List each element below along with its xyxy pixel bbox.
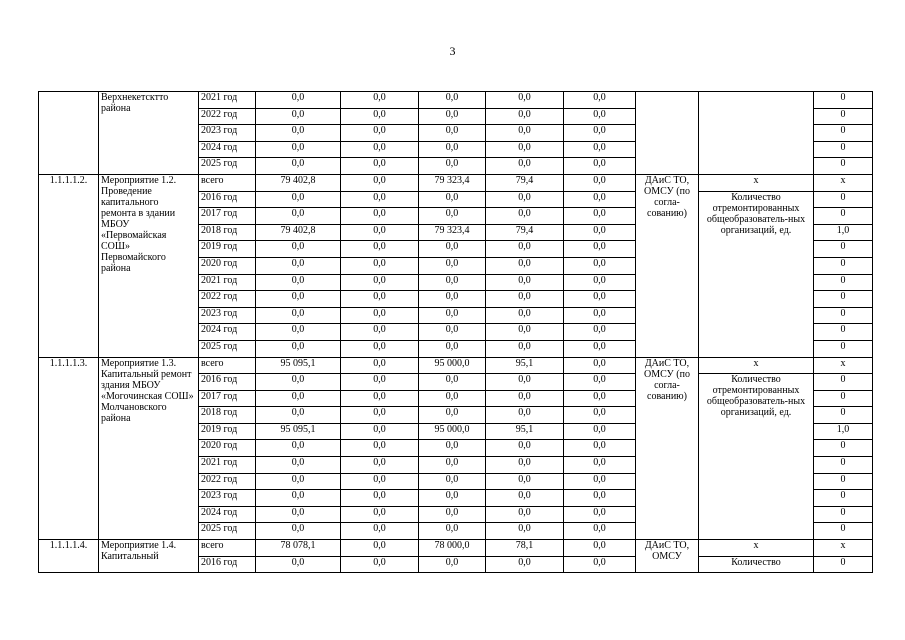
funding-value: 0,0 xyxy=(486,324,564,341)
indicator-value: 0 xyxy=(814,141,873,158)
table-row xyxy=(39,174,873,191)
funding-value: 0,0 xyxy=(564,440,636,457)
year-label: всего xyxy=(199,174,256,191)
funding-value: 0,0 xyxy=(564,208,636,225)
funding-value: 0,0 xyxy=(486,92,564,109)
funding-value: 0,0 xyxy=(256,125,341,142)
funding-value: 0,0 xyxy=(486,556,564,573)
funding-value: 0,0 xyxy=(256,274,341,291)
funding-value: 0,0 xyxy=(564,191,636,208)
funding-value: 0,0 xyxy=(564,92,636,109)
funding-value: 0,0 xyxy=(341,440,419,457)
funding-value: 78 000,0 xyxy=(419,540,486,557)
funding-value: 0,0 xyxy=(341,340,419,357)
funding-value: 79 323,4 xyxy=(419,174,486,191)
year-label: 2019 год xyxy=(199,241,256,258)
indicator-total: х xyxy=(699,540,814,557)
funding-value: 0,0 xyxy=(564,174,636,191)
funding-value: 0,0 xyxy=(256,473,341,490)
funding-value: 0,0 xyxy=(256,108,341,125)
funding-value: 95,1 xyxy=(486,423,564,440)
page-number: 3 xyxy=(449,44,456,58)
year-label: 2016 год xyxy=(199,556,256,573)
year-label: 2017 год xyxy=(199,208,256,225)
funding-value: 0,0 xyxy=(564,241,636,258)
funding-value: 0,0 xyxy=(419,324,486,341)
activity-name: Мероприятие 1.4. Капитальный xyxy=(99,540,199,573)
funding-value: 0,0 xyxy=(564,457,636,474)
year-label: 2020 год xyxy=(199,257,256,274)
funding-value: 0,0 xyxy=(564,291,636,308)
funding-value: 0,0 xyxy=(486,191,564,208)
funding-value: 0,0 xyxy=(256,324,341,341)
funding-value: 79 402,8 xyxy=(256,174,341,191)
year-label: 2025 год xyxy=(199,158,256,175)
funding-value: 0,0 xyxy=(486,374,564,391)
funding-value: 0,0 xyxy=(341,506,419,523)
funding-value: 0,0 xyxy=(564,125,636,142)
funding-value: 0,0 xyxy=(341,473,419,490)
funding-value: 0,0 xyxy=(256,307,341,324)
year-label: 2017 год xyxy=(199,390,256,407)
funding-value: 0,0 xyxy=(256,440,341,457)
indicator-value: 0 xyxy=(814,407,873,424)
funding-value: 0,0 xyxy=(341,490,419,507)
activity-name: Мероприятие 1.2. Проведение капитального ремонта в здании МБОУ «Первомайская СОШ» Первомайского района xyxy=(99,174,199,357)
indicator-value: 0 xyxy=(814,125,873,142)
funding-value: 0,0 xyxy=(256,208,341,225)
funding-value: 0,0 xyxy=(341,423,419,440)
year-label: 2022 год xyxy=(199,473,256,490)
funding-value: 0,0 xyxy=(256,523,341,540)
funding-value: 0,0 xyxy=(419,125,486,142)
funding-value: 79 402,8 xyxy=(256,224,341,241)
funding-value: 0,0 xyxy=(341,208,419,225)
funding-value: 0,0 xyxy=(419,191,486,208)
funding-value: 0,0 xyxy=(341,390,419,407)
funding-value: 0,0 xyxy=(564,108,636,125)
funding-value: 0,0 xyxy=(564,307,636,324)
funding-value: 0,0 xyxy=(256,340,341,357)
funding-value: 78 078,1 xyxy=(256,540,341,557)
funding-value: 0,0 xyxy=(419,141,486,158)
executor: ДАиС ТО, ОМСУ xyxy=(636,540,699,573)
funding-value: 0,0 xyxy=(256,490,341,507)
funding-value: 0,0 xyxy=(564,506,636,523)
funding-value: 0,0 xyxy=(419,208,486,225)
indicator-name: Количество отремонтированных общеобразователь-ных организаций, ед. xyxy=(699,374,814,540)
funding-value: 0,0 xyxy=(341,274,419,291)
year-label: 2018 год xyxy=(199,407,256,424)
indicator-value: 0 xyxy=(814,473,873,490)
indicator-value: 0 xyxy=(814,92,873,109)
funding-value: 0,0 xyxy=(564,374,636,391)
funding-value: 0,0 xyxy=(256,374,341,391)
year-label: 2024 год xyxy=(199,324,256,341)
funding-value: 0,0 xyxy=(341,125,419,142)
funding-value: 0,0 xyxy=(564,257,636,274)
budget-table xyxy=(38,91,873,573)
indicator-value: 0 xyxy=(814,340,873,357)
year-label: 2023 год xyxy=(199,490,256,507)
indicator-value: 0 xyxy=(814,523,873,540)
funding-value: 0,0 xyxy=(341,224,419,241)
funding-value: 0,0 xyxy=(256,457,341,474)
funding-value: 0,0 xyxy=(486,307,564,324)
indicator-name xyxy=(699,92,814,175)
funding-value: 0,0 xyxy=(419,108,486,125)
funding-value: 0,0 xyxy=(419,390,486,407)
funding-value: 0,0 xyxy=(564,407,636,424)
funding-value: 95 095,1 xyxy=(256,423,341,440)
year-label: всего xyxy=(199,357,256,374)
funding-value: 0,0 xyxy=(564,540,636,557)
indicator-value: х xyxy=(814,540,873,557)
year-label: 2016 год xyxy=(199,191,256,208)
funding-value: 0,0 xyxy=(419,340,486,357)
indicator-value: 0 xyxy=(814,324,873,341)
funding-value: 0,0 xyxy=(564,224,636,241)
funding-value: 0,0 xyxy=(341,374,419,391)
funding-value: 0,0 xyxy=(486,506,564,523)
year-label: 2021 год xyxy=(199,274,256,291)
funding-value: 0,0 xyxy=(419,473,486,490)
funding-value: 0,0 xyxy=(256,191,341,208)
funding-value: 0,0 xyxy=(256,506,341,523)
funding-value: 0,0 xyxy=(256,241,341,258)
indicator-value: 0 xyxy=(814,390,873,407)
funding-value: 0,0 xyxy=(341,556,419,573)
funding-value: 0,0 xyxy=(419,556,486,573)
funding-value: 0,0 xyxy=(486,291,564,308)
indicator-name: Количество xyxy=(699,556,814,573)
year-label: 2025 год xyxy=(199,523,256,540)
funding-value: 0,0 xyxy=(564,423,636,440)
funding-value: 0,0 xyxy=(564,490,636,507)
funding-value: 0,0 xyxy=(564,324,636,341)
year-label: 2024 год xyxy=(199,506,256,523)
funding-value: 0,0 xyxy=(341,92,419,109)
funding-value: 0,0 xyxy=(486,125,564,142)
funding-value: 0,0 xyxy=(341,307,419,324)
funding-value: 0,0 xyxy=(419,92,486,109)
funding-value: 0,0 xyxy=(256,556,341,573)
funding-value: 0,0 xyxy=(486,440,564,457)
funding-value: 0,0 xyxy=(419,291,486,308)
table-row xyxy=(39,540,873,557)
funding-value: 0,0 xyxy=(419,523,486,540)
funding-value: 0,0 xyxy=(486,274,564,291)
funding-value: 0,0 xyxy=(564,340,636,357)
indicator-value: 0 xyxy=(814,191,873,208)
executor: ДАиС ТО, ОМСУ (по согла-сованию) xyxy=(636,174,699,357)
funding-value: 0,0 xyxy=(486,523,564,540)
funding-value: 0,0 xyxy=(419,490,486,507)
indicator-value: х xyxy=(814,174,873,191)
funding-value: 0,0 xyxy=(256,92,341,109)
funding-value: 0,0 xyxy=(486,158,564,175)
funding-value: 95 000,0 xyxy=(419,357,486,374)
funding-value: 0,0 xyxy=(341,357,419,374)
funding-value: 0,0 xyxy=(341,457,419,474)
funding-value: 0,0 xyxy=(256,158,341,175)
indicator-value: 0 xyxy=(814,274,873,291)
indicator-value: 0 xyxy=(814,506,873,523)
funding-value: 0,0 xyxy=(564,473,636,490)
indicator-value: 0 xyxy=(814,556,873,573)
activity-name: Мероприятие 1.3. Капитальный ремонт здания МБОУ «Могочинская СОШ» Молчановского района xyxy=(99,357,199,540)
funding-value: 95 000,0 xyxy=(419,423,486,440)
funding-value: 0,0 xyxy=(486,257,564,274)
funding-value: 95 095,1 xyxy=(256,357,341,374)
year-label: 2025 год xyxy=(199,340,256,357)
indicator-value: 0 xyxy=(814,374,873,391)
funding-value: 0,0 xyxy=(256,291,341,308)
activity-code xyxy=(39,92,99,175)
activity-code: 1.1.1.1.2. xyxy=(39,174,99,357)
year-label: 2020 год xyxy=(199,440,256,457)
year-label: 2024 год xyxy=(199,141,256,158)
table-row xyxy=(39,357,873,374)
funding-value: 0,0 xyxy=(341,257,419,274)
funding-value: 0,0 xyxy=(564,357,636,374)
funding-value: 79,4 xyxy=(486,174,564,191)
funding-value: 0,0 xyxy=(419,374,486,391)
funding-value: 79,4 xyxy=(486,224,564,241)
funding-value: 0,0 xyxy=(486,473,564,490)
funding-value: 0,0 xyxy=(341,324,419,341)
funding-value: 0,0 xyxy=(486,340,564,357)
year-label: 2023 год xyxy=(199,307,256,324)
indicator-value: 0 xyxy=(814,257,873,274)
indicator-value: 0 xyxy=(814,440,873,457)
funding-value: 0,0 xyxy=(419,241,486,258)
indicator-value: 1,0 xyxy=(814,224,873,241)
funding-value: 0,0 xyxy=(256,390,341,407)
activity-name: Верхнекетсктто района xyxy=(99,92,199,175)
year-label: 2019 год xyxy=(199,423,256,440)
funding-value: 0,0 xyxy=(419,440,486,457)
funding-value: 0,0 xyxy=(341,158,419,175)
funding-value: 0,0 xyxy=(419,158,486,175)
funding-value: 0,0 xyxy=(341,108,419,125)
indicator-value: 0 xyxy=(814,457,873,474)
funding-value: 0,0 xyxy=(419,506,486,523)
funding-value: 0,0 xyxy=(486,241,564,258)
indicator-value: х xyxy=(814,357,873,374)
indicator-value: 0 xyxy=(814,291,873,308)
funding-value: 0,0 xyxy=(486,108,564,125)
funding-value: 0,0 xyxy=(564,158,636,175)
funding-value: 0,0 xyxy=(419,457,486,474)
funding-value: 0,0 xyxy=(419,257,486,274)
funding-value: 0,0 xyxy=(341,141,419,158)
year-label: 2022 год xyxy=(199,108,256,125)
activity-code: 1.1.1.1.3. xyxy=(39,357,99,540)
year-label: 2023 год xyxy=(199,125,256,142)
funding-value: 0,0 xyxy=(341,241,419,258)
funding-value: 0,0 xyxy=(564,141,636,158)
funding-value: 0,0 xyxy=(256,141,341,158)
indicator-value: 1,0 xyxy=(814,423,873,440)
funding-value: 0,0 xyxy=(564,523,636,540)
funding-value: 0,0 xyxy=(341,540,419,557)
funding-value: 0,0 xyxy=(564,390,636,407)
year-label: 2021 год xyxy=(199,92,256,109)
indicator-value: 0 xyxy=(814,490,873,507)
funding-value: 0,0 xyxy=(486,390,564,407)
funding-value: 0,0 xyxy=(486,407,564,424)
indicator-total: х xyxy=(699,174,814,191)
funding-value: 0,0 xyxy=(486,490,564,507)
funding-value: 95,1 xyxy=(486,357,564,374)
funding-value: 0,0 xyxy=(341,407,419,424)
year-label: 2022 год xyxy=(199,291,256,308)
year-label: 2016 год xyxy=(199,374,256,391)
funding-value: 0,0 xyxy=(341,191,419,208)
funding-value: 0,0 xyxy=(256,257,341,274)
indicator-value: 0 xyxy=(814,307,873,324)
indicator-value: 0 xyxy=(814,108,873,125)
funding-value: 0,0 xyxy=(341,291,419,308)
executor: ДАиС ТО, ОМСУ (по согла-сованию) xyxy=(636,357,699,540)
funding-value: 0,0 xyxy=(564,556,636,573)
funding-value: 0,0 xyxy=(341,523,419,540)
funding-value: 0,0 xyxy=(256,407,341,424)
executor xyxy=(636,92,699,175)
indicator-value: 0 xyxy=(814,158,873,175)
funding-value: 0,0 xyxy=(419,274,486,291)
year-label: 2018 год xyxy=(199,224,256,241)
funding-value: 0,0 xyxy=(486,141,564,158)
funding-value: 0,0 xyxy=(486,457,564,474)
funding-value: 0,0 xyxy=(419,407,486,424)
indicator-name: Количество отремонтированных общеобразователь-ных организаций, ед. xyxy=(699,191,814,357)
activity-code: 1.1.1.1.4. xyxy=(39,540,99,573)
indicator-total: х xyxy=(699,357,814,374)
funding-value: 0,0 xyxy=(341,174,419,191)
funding-value: 0,0 xyxy=(486,208,564,225)
funding-value: 0,0 xyxy=(419,307,486,324)
indicator-value: 0 xyxy=(814,241,873,258)
table-row xyxy=(39,92,873,109)
year-label: 2021 год xyxy=(199,457,256,474)
funding-value: 79 323,4 xyxy=(419,224,486,241)
funding-value: 78,1 xyxy=(486,540,564,557)
funding-value: 0,0 xyxy=(564,274,636,291)
indicator-value: 0 xyxy=(814,208,873,225)
year-label: всего xyxy=(199,540,256,557)
